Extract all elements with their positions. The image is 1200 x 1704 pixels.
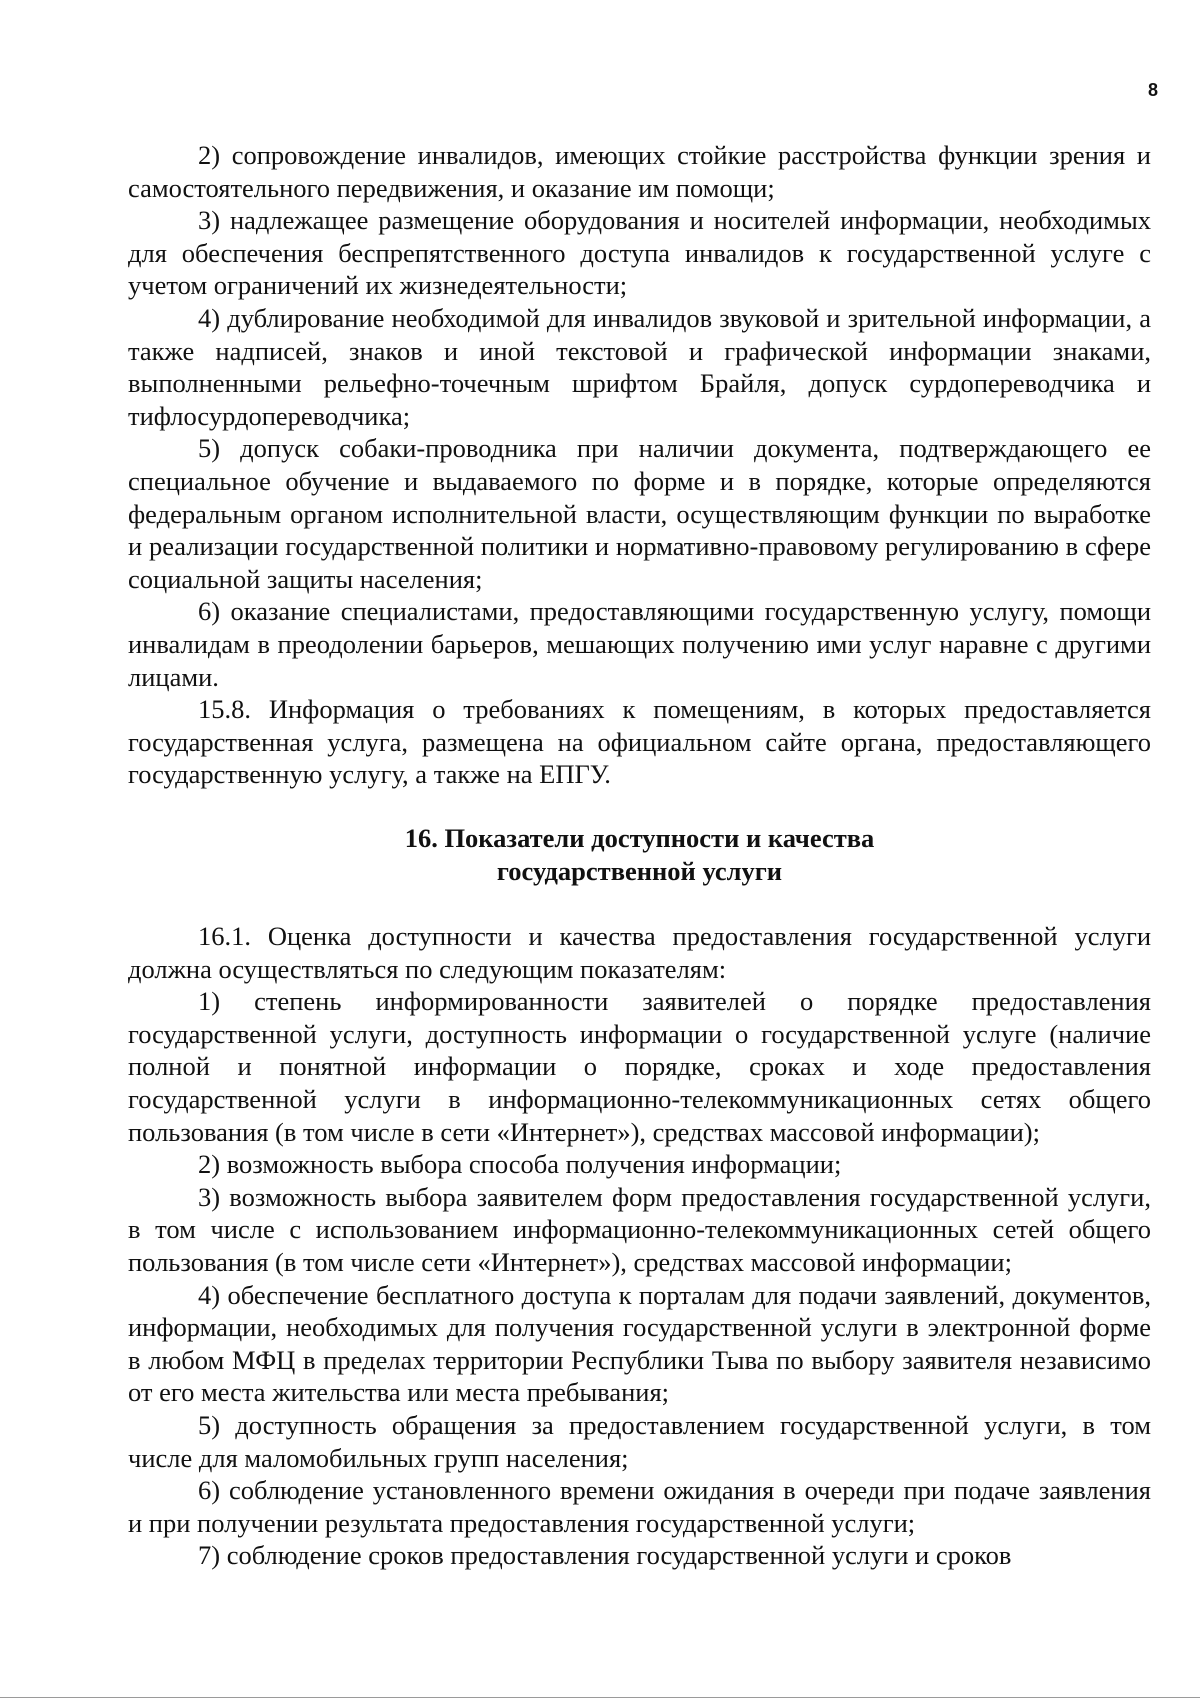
indicator-item-2: 2) возможность выбора способа получения информации; — [198, 1149, 842, 1180]
indicator-item-6: 6) соблюдение установленного времени ожидания в очереди при подаче заявления и при получении результата предоставления государственной услуги; — [128, 1475, 1151, 1538]
indicator-item-7: 7) соблюдение сроков предоставления государственной услуги и сроков — [198, 1540, 1012, 1571]
paragraph-item-6: 6) оказание специалистами, предоставляющими государственную услугу, помощи инвалидам в преодолении барьеров, мешающих получению ими услуг наравне с другими лицами. — [128, 596, 1151, 692]
indicator-item-1: 1) степень информированности заявителей о порядке предоставления государственной услуги, доступность информации о государственной услуге (наличие полной и понятной информации о порядке, сроках и ходе предоставления государственной услуги в информационно-телекоммуникационных сетях общего пользования (в том числе в сети «Интернет»), средствах массовой информации); — [128, 986, 1151, 1147]
paragraph-15-8: 15.8. Информация о требованиях к помещениям, в которых предоставляется государственная услуга, размещена на официальном сайте органа, предоставляющего государственную услугу, а также на ЕПГУ. — [128, 694, 1151, 790]
page-number: 8 — [1147, 80, 1158, 100]
paragraph-item-3: 3) надлежащее размещение оборудования и носителей информации, необходимых для обеспечения беспрепятственного доступа инвалидов к государственной услуге с учетом ограничений их жизнедеятельности; — [128, 205, 1151, 301]
paragraph-item-2: 2) сопровождение инвалидов, имеющих стойкие расстройства функции зрения и самостоятельного передвижения, и оказание им помощи; — [128, 140, 1151, 203]
section-heading-line-1: 16. Показатели доступности и качества — [404, 823, 875, 853]
text-block-accessibility-measures — [128, 139, 1151, 791]
indicator-item-3: 3) возможность выбора заявителем форм предоставления государственной услуги, в том числе с использованием информационно-телекоммуникационных сетей общего пользования (в том числе сети «Интернет»), средствах массовой информации; — [128, 1181, 1151, 1277]
indicator-item-5: 5) доступность обращения за предоставлением государственной услуги, в том числе для маломобильных групп населения; — [128, 1409, 1151, 1473]
paragraph-item-5: 5) допуск собаки-проводника при наличии документа, подтверждающего ее специальное обучение и выдаваемого по форме и в порядке, которые определяются федеральным органом исполнительной власти, осуществляющим функции по выработке и реализации государственной политики и нормативно-правовому регулированию в сфере социальной защиты населения; — [128, 433, 1151, 594]
text-block-quality-indicators — [128, 920, 1151, 1572]
section-heading-line-2: государственной услуги — [496, 855, 783, 886]
paragraph-item-4: 4) дублирование необходимой для инвалидов звуковой и зрительной информации, а также надписей, знаков и иной текстовой и графической информации знаками, выполненными рельефно-точечным шрифтом Брайля, допуск сурдопереводчика и тифлосурдопереводчика; — [128, 302, 1151, 431]
section-heading — [128, 822, 1151, 887]
bottom-edge-rule — [0, 1697, 1200, 1698]
paragraph-16-1: 16.1. Оценка доступности и качества предоставления государственной услуги должна осуществляться по следующим показателям: — [128, 921, 1151, 984]
indicator-item-4: 4) обеспечение бесплатного доступа к порталам для подачи заявлений, документов, информации, необходимых для получения государственной услуги в электронной форме в любом МФЦ в пределах территории Республики Тыва по выбору заявителя независимо от его места жительства или места пребывания; — [128, 1279, 1151, 1408]
